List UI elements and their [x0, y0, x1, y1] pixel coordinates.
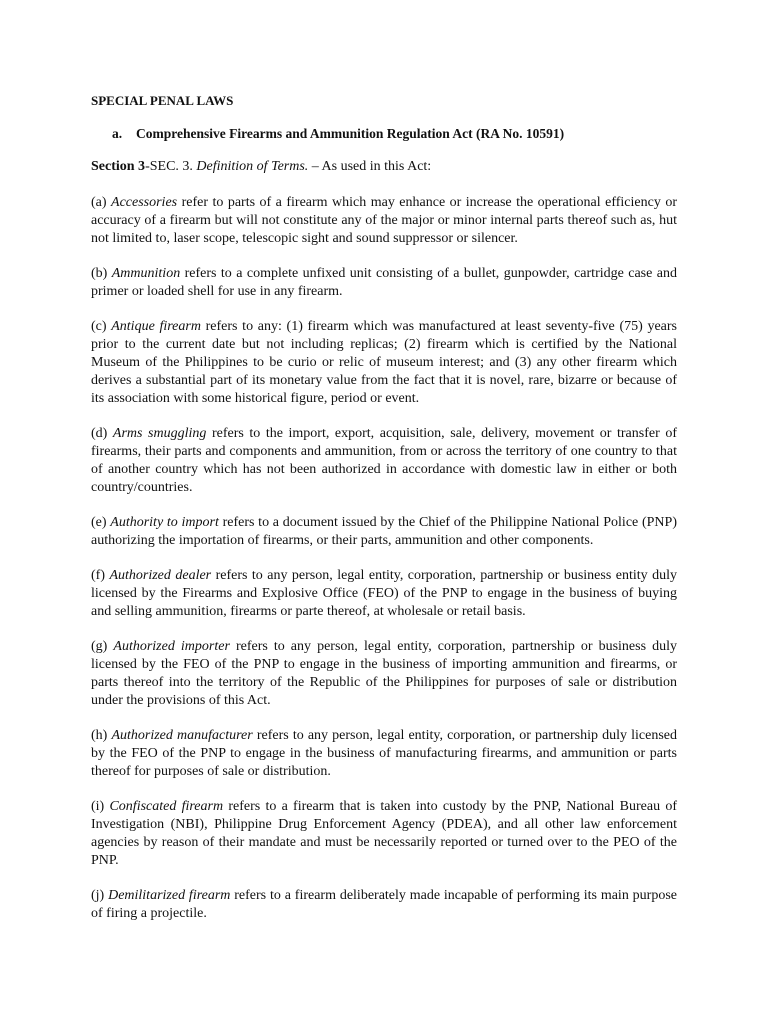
definition-ammunition [91, 265, 677, 301]
definition-term: Accessories [111, 195, 178, 210]
definition-letter: (g) [91, 639, 114, 654]
definition-arms-smuggling [91, 425, 677, 497]
definition-term: Demilitarized firearm [108, 888, 231, 903]
definition-letter: (a) [91, 195, 112, 210]
definition-term: Antique firearm [111, 319, 201, 334]
definition-authorized-importer [91, 638, 677, 710]
definition-text: refers to a complete unfixed unit consisting of a bullet, gunpowder, cartridge case and primer or loaded shell for use in any firearm. [91, 266, 677, 299]
section-heading-italic: Definition of Terms. [196, 159, 309, 174]
definition-term: Authorized importer [113, 639, 230, 654]
section-prefix: -SEC. 3. [145, 159, 197, 174]
definition-text: refers to a firearm deliberately made incapable of performing its main purpose of firing a projectile. [91, 888, 677, 921]
definition-text: refers to any: (1) firearm which was manufactured at least seventy-five (75) years prior to the current date but not including replicas; (2) firearm which is certified by the National Museum of the Philippines to be curio or relic of museum interest; and (3) any other firearm which derives a substantial part of its monetary value from the fact that it is novel, rare, bizarre or because of its association with some historical figure, period or event. [91, 319, 677, 406]
definition-letter: (c) [91, 319, 112, 334]
definition-text: refer to parts of a firearm which may enhance or increase the operational efficiency or accuracy of a firearm but will not constitute any of the major or minor internal parts thereof such as, hut not limited to, laser scope, telescopic sight and sound suppressor or silencer. [91, 195, 677, 246]
definition-term: Arms smuggling [112, 426, 207, 441]
definition-term: Authorized dealer [109, 568, 212, 583]
definition-demilitarized-firearm [91, 887, 677, 923]
definition-letter: (d) [91, 426, 113, 441]
definition-letter: (b) [91, 266, 112, 281]
definition-confiscated-firearm [91, 798, 677, 870]
section-suffix: – As used in this Act: [308, 159, 432, 174]
definition-authority-to-import [91, 514, 677, 550]
definition-text: refers to a document issued by the Chief of the Philippine National Police (PNP) authorizing the importation of firearms, or their parts, ammunition and other components. [91, 515, 677, 548]
definition-text: refers to any person, legal entity, corporation, partnership or business duly licensed by the FEO of the PNP to engage in the business of importing ammunition and firearms, or parts thereof into the territory of the Republic of the Philippines for purposes of sale or distribution under the provisions of this Act. [91, 639, 677, 708]
section-heading [91, 158, 677, 176]
definition-letter: (h) [91, 728, 112, 743]
definition-term: Confiscated firearm [109, 799, 224, 814]
section-label: Section 3 [91, 159, 146, 174]
definition-authorized-manufacturer [91, 727, 677, 781]
subsection-heading [112, 125, 677, 143]
definition-term: Authorized manufacturer [111, 728, 253, 743]
definition-term: Authority to import [110, 515, 219, 530]
definition-text: refers to the import, export, acquisition, sale, delivery, movement or transfer of firearms, their parts and components and ammunition, from or across the territory of one country to that of another country which has not been authorized in accordance with domestic law in either or both country/countries. [91, 426, 677, 495]
subsection-title: Comprehensive Firearms and Ammunition Regulation Act (RA No. 10591) [136, 126, 565, 141]
definition-text: refers to a firearm that is taken into custody by the PNP, National Bureau of Investigation (NBI), Philippine Drug Enforcement Agency (PDEA), and all other law enforcement agencies by reason of their mandate and must be necessarily reported or turned over to the PEO of the PNP. [91, 799, 677, 868]
definition-text: refers to any person, legal entity, corporation, partnership or business entity duly licensed by the Firearms and Explosive Office (FEO) of the PNP to engage in the business of buying and selling ammunition, firearms or parte thereof, at wholesale or retail basis. [91, 568, 677, 619]
subsection-marker: a. [112, 126, 123, 141]
definition-letter: (j) [91, 888, 109, 903]
document-page [91, 92, 677, 923]
definition-accessories [91, 194, 677, 248]
definition-letter: (e) [91, 515, 111, 530]
definition-letter: (f) [91, 568, 110, 583]
definition-authorized-dealer [91, 567, 677, 621]
definition-text: refers to any person, legal entity, corporation, or partnership duly licensed by the FEO of the PNP to engage in the business of manufacturing firearms, and ammunition or parts thereof for purposes of sale or distribution. [91, 728, 677, 779]
definition-antique-firearm [91, 318, 677, 408]
definition-letter: (i) [91, 799, 110, 814]
document-title: SPECIAL PENAL LAWS [91, 93, 234, 108]
definition-term: Ammunition [111, 266, 181, 281]
